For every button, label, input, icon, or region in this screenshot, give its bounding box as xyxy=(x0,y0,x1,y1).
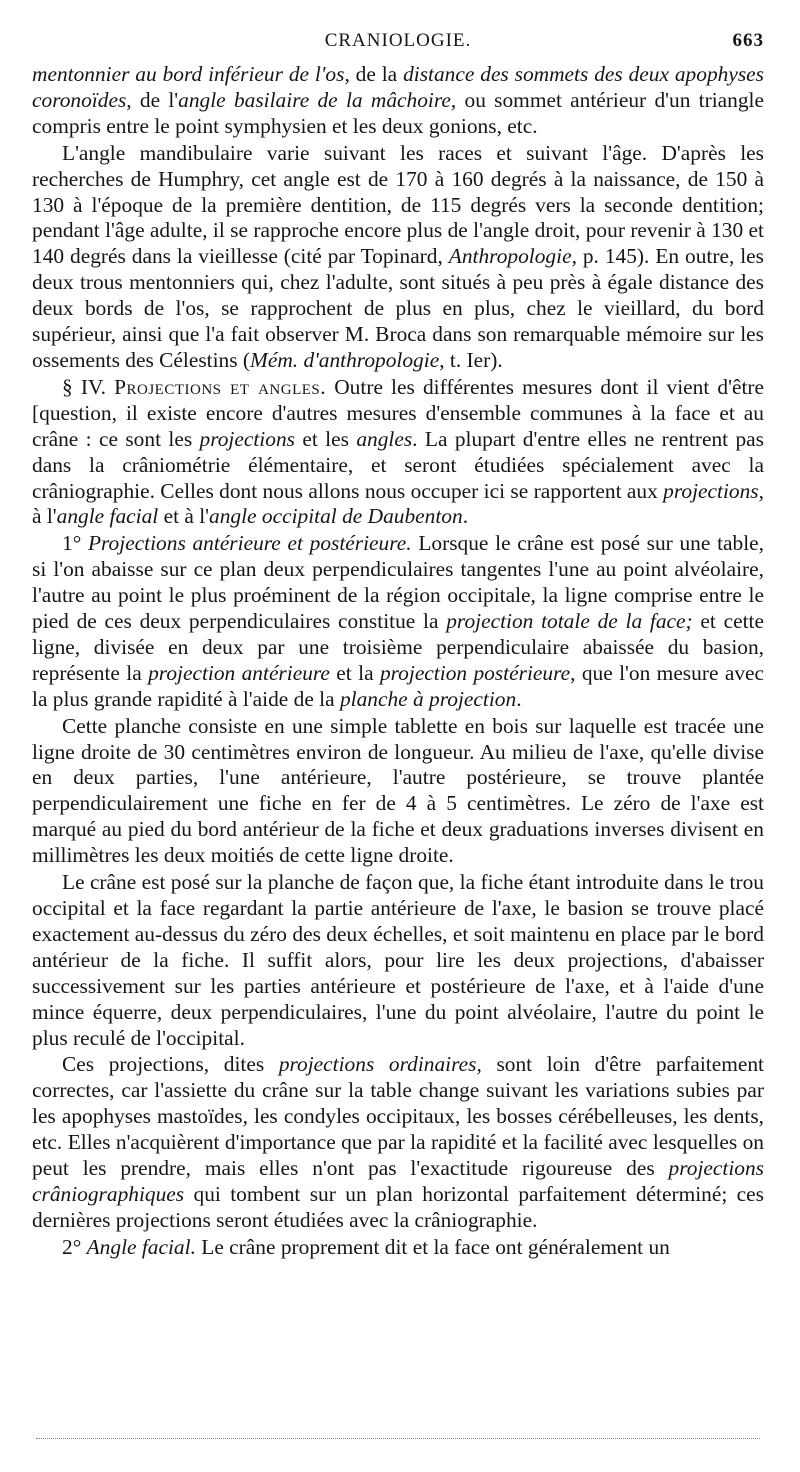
text-run: , p. 145). En outre, les deux trous mentonniers qui, chez l'adulte, sont situés à peu près à égale distance des deux bords de l'os, se rapprochent de plus en plus, chez le vieillard, du bord supérieur, ainsi que l'a fait observer M. Broca dans son remarquable mémoire sur les ossements des Célestins ( xyxy=(32,244,764,372)
italic-text: projections xyxy=(663,478,759,503)
paragraph xyxy=(32,1052,764,1233)
text-run: et cette ligne, divisée en deux par une troisième perpendiculaire abaissée du basion, représente la xyxy=(32,609,764,685)
running-title: CRANIOLOGIE. xyxy=(324,30,472,51)
text-run: , que l'on mesure avec la plus grande rapidité à l'aide de la xyxy=(32,660,765,711)
text-run: 1° xyxy=(62,531,88,556)
paragraph xyxy=(32,531,764,712)
text-run: Cette planche consiste en une simple tablette en bois sur laquelle est tracée une ligne droite de 30 centimètres environ de longueur. Au milieu de l'axe, qu'elle divise en deux parties, l'une antérieure, l'autre postérieure, se trouve plantée perpendiculairement une fiche en fer de 4 à 5 centimètres. Le zéro de l'axe est marqué au pied du bord antérieur de la fiche et deux graduations inverses divisent en millimètres les deux moitiés de cette ligne droite. xyxy=(32,713,764,868)
text-run: qui tombent sur un plan horizontal parfaitement déterminé; ces dernières projections seront étudiées avec la crâniographie. xyxy=(32,1181,764,1232)
italic-text: projection postérieure xyxy=(379,660,571,685)
italic-text: Mém. d'anthropologie xyxy=(250,347,440,372)
page-number: 663 xyxy=(732,30,764,51)
italic-text: planche à projection xyxy=(339,686,517,711)
text-run: § IV. xyxy=(62,374,115,399)
text-run: , à l' xyxy=(32,478,764,529)
text-run: et la xyxy=(329,660,380,685)
text-run: Ces projections, dites xyxy=(62,1052,279,1077)
text-run: . xyxy=(516,686,522,711)
italic-text: Projections antérieure et postérieure. xyxy=(87,531,412,556)
italic-text: angle occipital de Daubenton xyxy=(209,504,463,529)
italic-text: distance des sommets des deux apophyses coronoïdes xyxy=(32,62,764,112)
page-body xyxy=(32,62,764,1261)
text-run: , t. Ier). xyxy=(439,347,503,372)
text-run: Le crâne est posé sur la planche de façon que, la fiche étant introduite dans le trou occipital et la face regardant la partie antérieure de l'axe, le basion se trouve placé exactement au-dessus du zéro des deux échelles, et soit maintenu en place par le bord antérieur de la fiche. Il suffit alors, pour lire les deux projections, d'abaisser successivement sur les parties antérieure et postérieure de l'axe, et à l'aide d'une mince équerre, deux perpendiculaires, l'une du point alvéolaire, l'autre du point le plus reculé de l'occipital. xyxy=(32,870,764,1050)
paragraph xyxy=(32,714,764,869)
paragraph xyxy=(32,1235,764,1261)
italic-text: angle facial xyxy=(56,504,159,529)
italic-text: Angle facial. xyxy=(86,1234,196,1259)
text-run: et les xyxy=(294,426,357,451)
bottom-dotted-rule xyxy=(36,1438,760,1439)
text-run: L'angle mandibulaire varie suivant les races et suivant l'âge. D'après les recherches de Humphry, cet angle est de 170 à 160 degrés à la naissance, de 150 à 130 à l'époque de la première dentition, de 115 degrés vers la seconde dentition; pendant l'âge adulte, il se rapproche encore plus de l'angle droit, pour revenir à 130 et 140 degrés dans la vieillesse (cité par Topinard, xyxy=(32,140,764,269)
text-run: , sont loin d'être parfaitement correctes, car l'assiette du crâne sur la table change suivant les variations subies par les apophyses mastoïdes, les condyles occipitaux, les bosses cérébelleuses, les dents, etc. Elles n'acquièrent d'importance que par la rapidité et la facilité avec lesquelles on peut les prendre, mais elles n'ont pas l'exactitude rigoureuse des xyxy=(32,1052,764,1181)
paragraph xyxy=(32,870,764,1051)
paragraph xyxy=(32,375,764,530)
italic-text: projection totale de la face; xyxy=(446,609,693,634)
text-run: . xyxy=(462,504,469,529)
text-run: . La plupart d'entre elles ne rentrent pas dans la crâniométrie élémentaire, et seront étudiées spécialement avec la crâniographie. Celles dont nous allons nous occuper ici se rapportent aux xyxy=(32,426,764,503)
page-header xyxy=(32,30,764,60)
text-run: 2° xyxy=(62,1234,87,1259)
paragraph xyxy=(32,141,764,374)
section-heading: Projections et angles. xyxy=(114,374,327,399)
text-run: , ou sommet antérieur d'un triangle compris entre le point symphysien et les deux gonions, etc. xyxy=(32,87,764,138)
italic-text: angles xyxy=(356,426,413,451)
italic-text: projections ordinaires xyxy=(278,1052,477,1077)
italic-text: mentonnier au bord inférieur de l'os xyxy=(32,62,345,86)
italic-text: projections crâniographiques xyxy=(32,1156,764,1206)
text-run: , de la xyxy=(344,62,404,86)
text-run: , de l' xyxy=(126,87,179,112)
text-run: Le crâne proprement dit et la face ont généralement un xyxy=(195,1234,670,1259)
paragraph xyxy=(32,62,764,140)
text-run: Lorsque le crâne est posé sur une table, si l'on abaisse sur ce plan deux perpendiculaires tangentes l'une au point alvéolaire, l'autre au point le plus proéminent de la région occipitale, la ligne comprise entre le pied de ces deux perpendiculaires constitue la xyxy=(32,531,764,634)
italic-text: angle basilaire de la mâchoire xyxy=(178,87,451,112)
text-run: et à l' xyxy=(158,504,210,529)
italic-text: projections xyxy=(199,426,295,451)
italic-text: Anthropologie xyxy=(448,244,572,269)
text-run: Outre les différentes mesures dont il vient d'être [question, il existe encore d'autres mesures d'ensemble communes à la face et au crâne : ce sont les xyxy=(32,374,765,451)
italic-text: projection antérieure xyxy=(148,660,330,685)
